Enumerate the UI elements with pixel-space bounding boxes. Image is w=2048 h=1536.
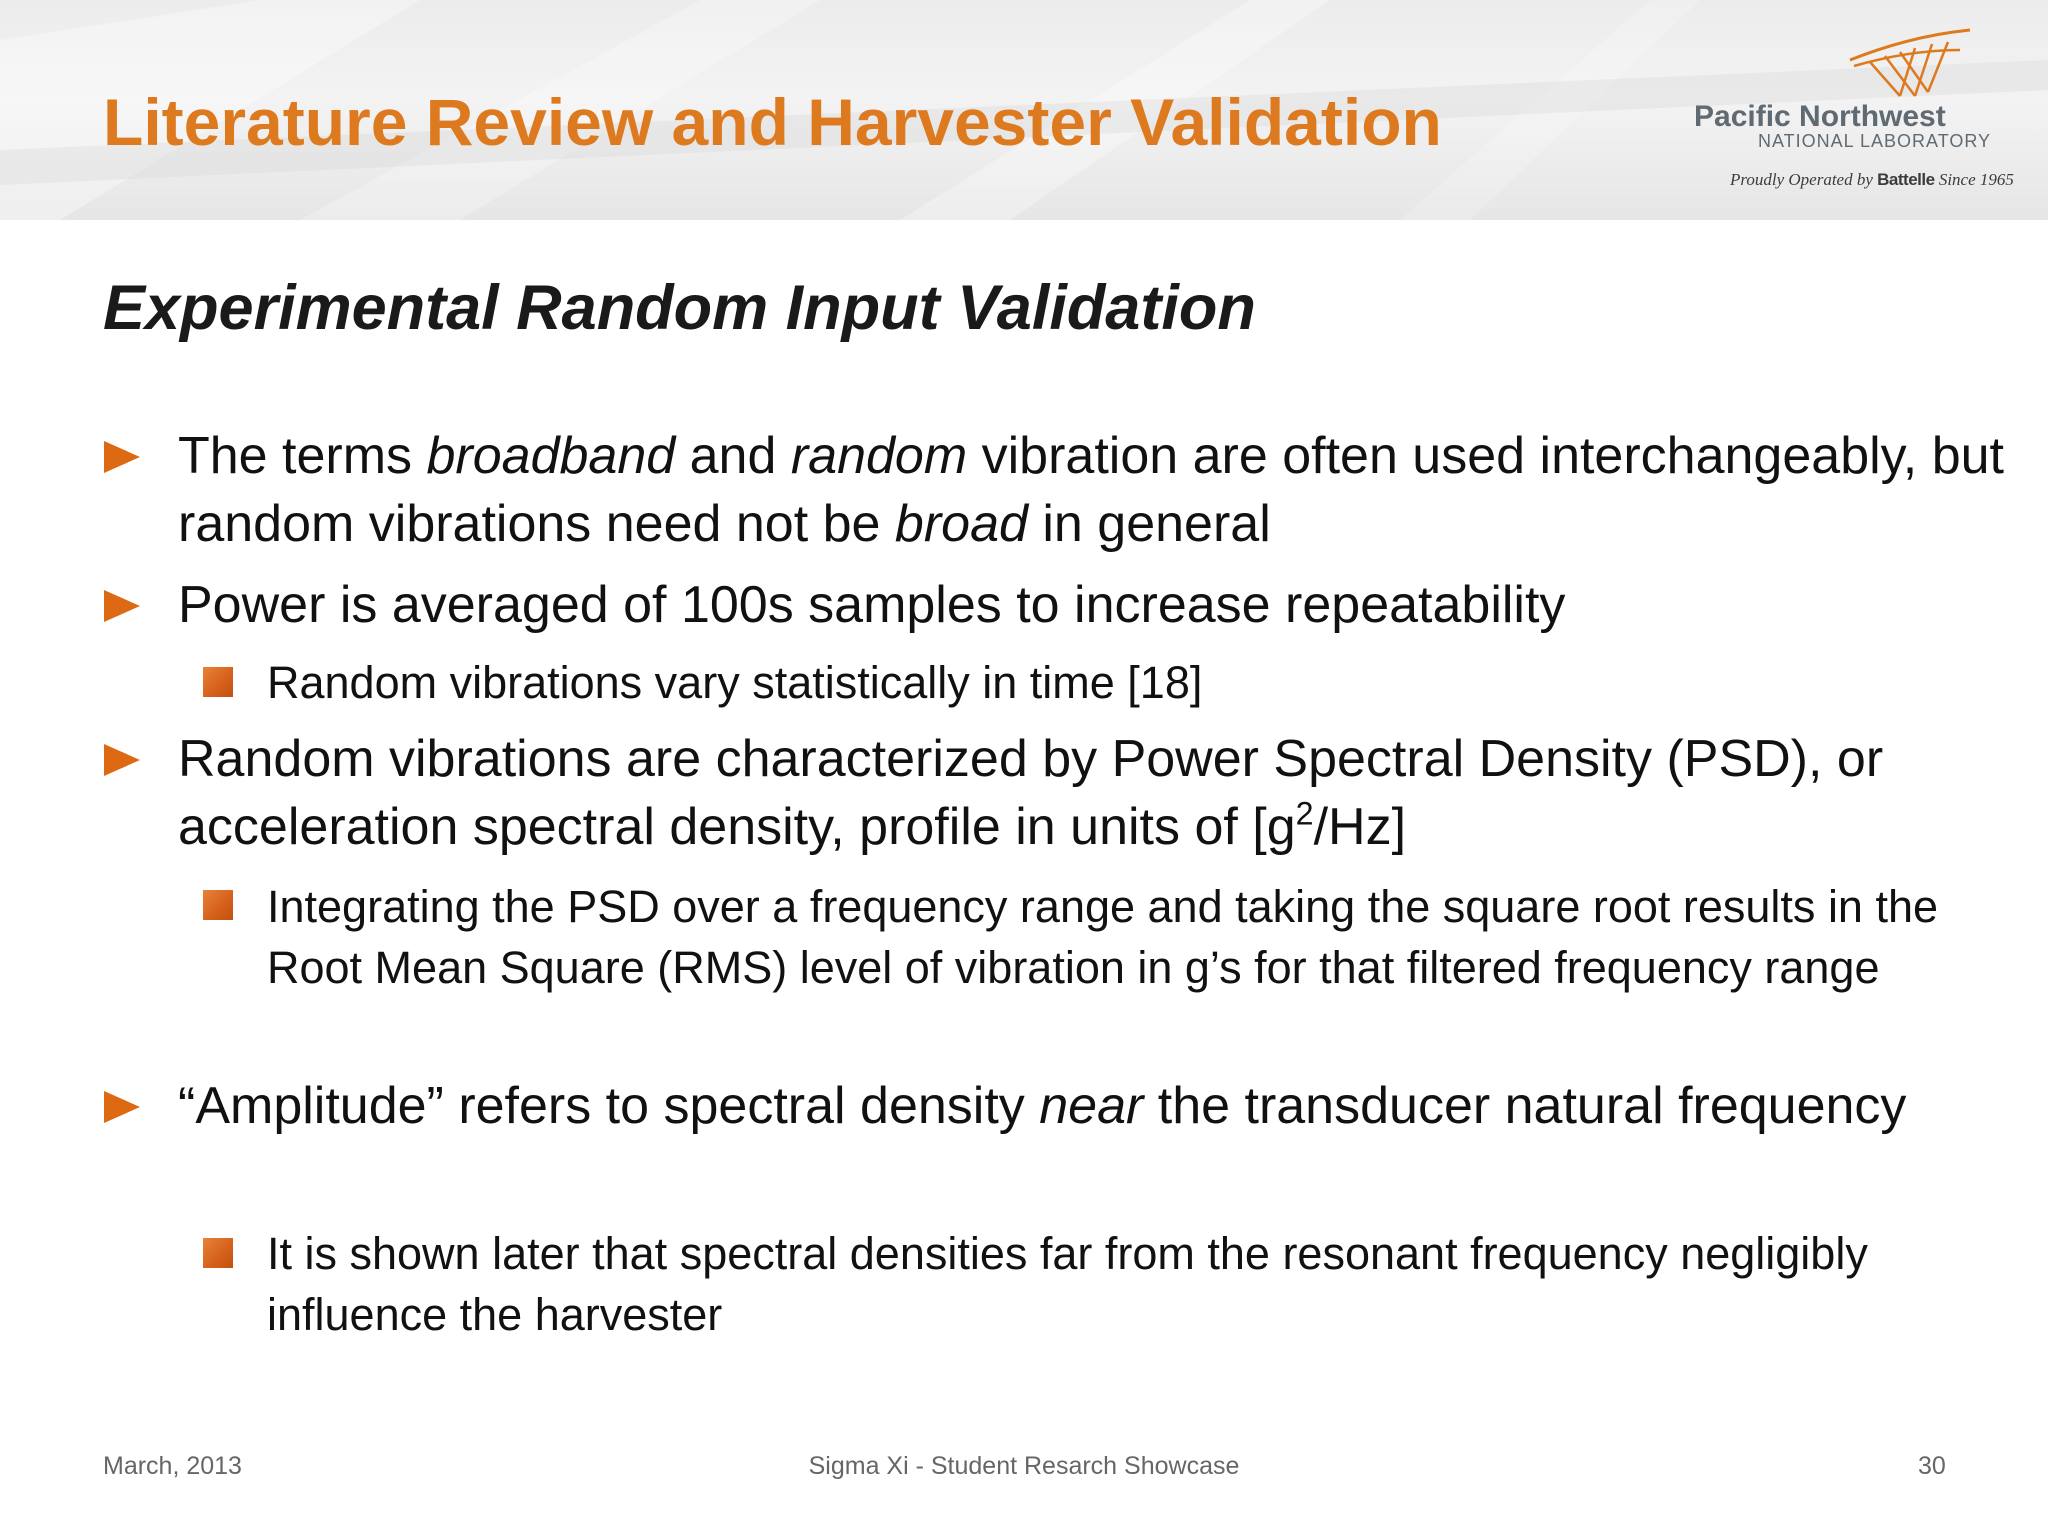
bullet-triangle-icon: [104, 744, 140, 776]
bullet-triangle-icon: [104, 441, 140, 473]
bullet-item: Random vibrations are characterized by Power Spectral Density (PSD), or acceleration spectral density, profile in units of $[g^2/Hz]$: [178, 730, 1884, 856]
logo-name: Pacific Northwest: [1694, 100, 1946, 133]
bullet-square-icon: [203, 667, 233, 697]
pnnl-arc-lattice-icon: [1840, 26, 1990, 106]
bullet-item: “Amplitude” refers to spectral density near the transducer natural frequency: [178, 1077, 1907, 1135]
header-band: [0, 0, 2048, 220]
pnnl-logo: [1690, 26, 2030, 206]
bullet-triangle-icon: [104, 1091, 140, 1123]
bullet-triangle-icon: [104, 590, 140, 622]
sub-bullet-item: It is shown later that spectral densities far from the resonant frequency negligibly influence the harvester: [267, 1228, 1868, 1340]
sub-bullet-item: Random vibrations vary statistically in time [18]: [267, 657, 1203, 708]
sub-bullet-item: Integrating the PSD over a frequency range and taking the square root results in the Root Mean Square (RMS) level of vibration in g’s for that filtered frequency range: [267, 881, 1939, 993]
bullet-square-icon: [203, 890, 233, 920]
slide-title: Literature Review and Harvester Validation: [103, 85, 1442, 159]
logo-subname: NATIONAL LABORATORY: [1758, 131, 1992, 151]
battelle-wordmark: Battelle: [1877, 170, 1935, 189]
bullet-item: Power is averaged of 100s samples to increase repeatability: [178, 576, 1566, 634]
logo-tagline: Proudly Operated by Battelle Since 1965: [1730, 170, 2014, 189]
bullet-item: The terms broadband and random vibration are often used interchangeably, but random vibrations need not be broad in general: [178, 427, 2004, 553]
footer-date: March, 2013: [103, 1452, 242, 1480]
slide-subtitle: Experimental Random Input Validation: [103, 273, 1256, 343]
footer-event: Sigma Xi - Student Resarch Showcase: [808, 1452, 1240, 1480]
page-number: 30: [1918, 1452, 1946, 1480]
bullet-square-icon: [203, 1238, 233, 1268]
